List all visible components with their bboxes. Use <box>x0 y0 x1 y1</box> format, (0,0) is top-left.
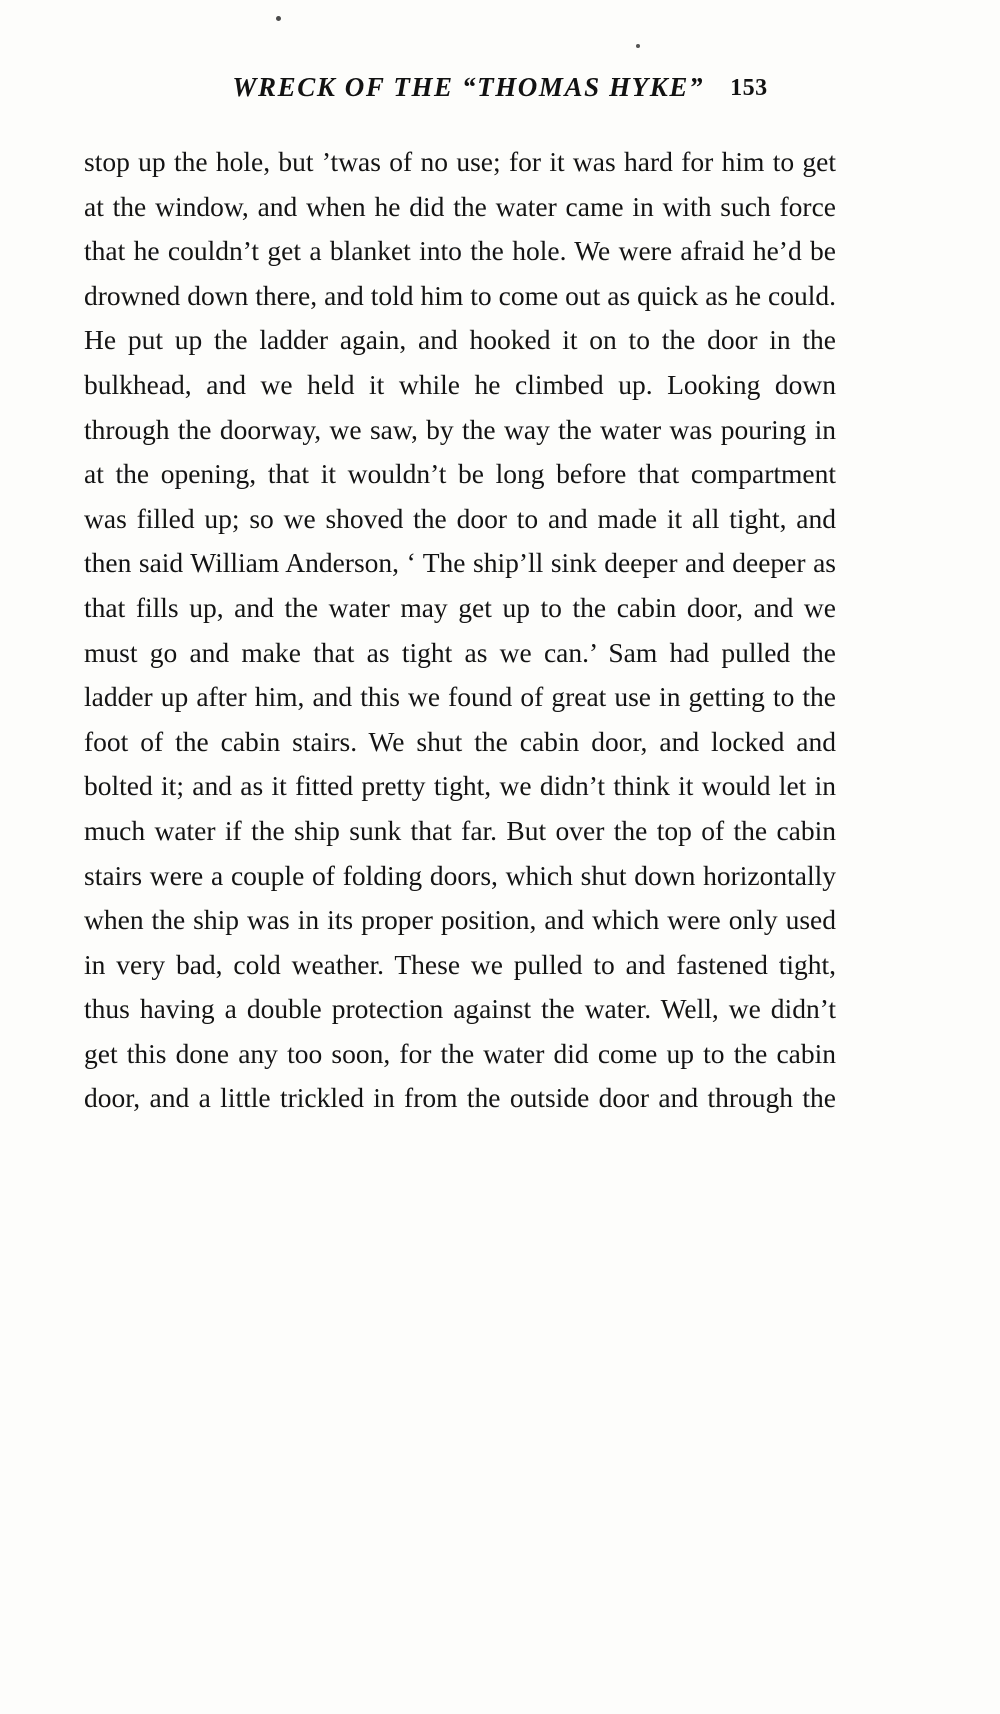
page-number: 153 <box>730 75 768 101</box>
ink-speck-icon <box>636 44 640 48</box>
running-head <box>0 72 1000 103</box>
ink-speck-icon <box>276 16 281 21</box>
paragraph: stop up the hole, but ’twas of no use; for it was hard for him to get at the window, and when he did the water came in with such force that he couldn’t get a blanket into the hole. We were afraid he’d be drowned down there, and told him to come out as quick as he could. He put up the ladder again, and hooked it on to the door in the bulkhead, and we held it while he climbed up. Looking down through the doorway, we saw, by the way the water was pouring in at the opening, that it wouldn’t be long before that compartment was filled up; so we shoved the door to and made it all tight, and then said William Anderson, ‘ The ship’ll sink deeper and deeper as that fills up, and the water may get up to the cabin door, and we must go and make that as tight as we can.’ Sam had pulled the ladder up after him, and this we found of great use in getting to the foot of the cabin stairs. We shut the cabin door, and locked and bolted it; and as it fitted pretty tight, we didn’t think it would let in much water if the ship sunk that far. But over the top of the cabin stairs were a couple of folding doors, which shut down horizontally when the ship was in its proper position, and which were only used in very bad, cold weather. These we pulled to and fastened tight, thus having a double protection against the water. Well, we didn’t get this done any too soon, for the water did come up to the cabin door, and a little trickled in from the outside door and through the <box>84 146 836 1114</box>
running-head-title: WRECK OF THE “THOMAS HYKE” <box>232 72 705 102</box>
body-text <box>84 140 836 1166</box>
